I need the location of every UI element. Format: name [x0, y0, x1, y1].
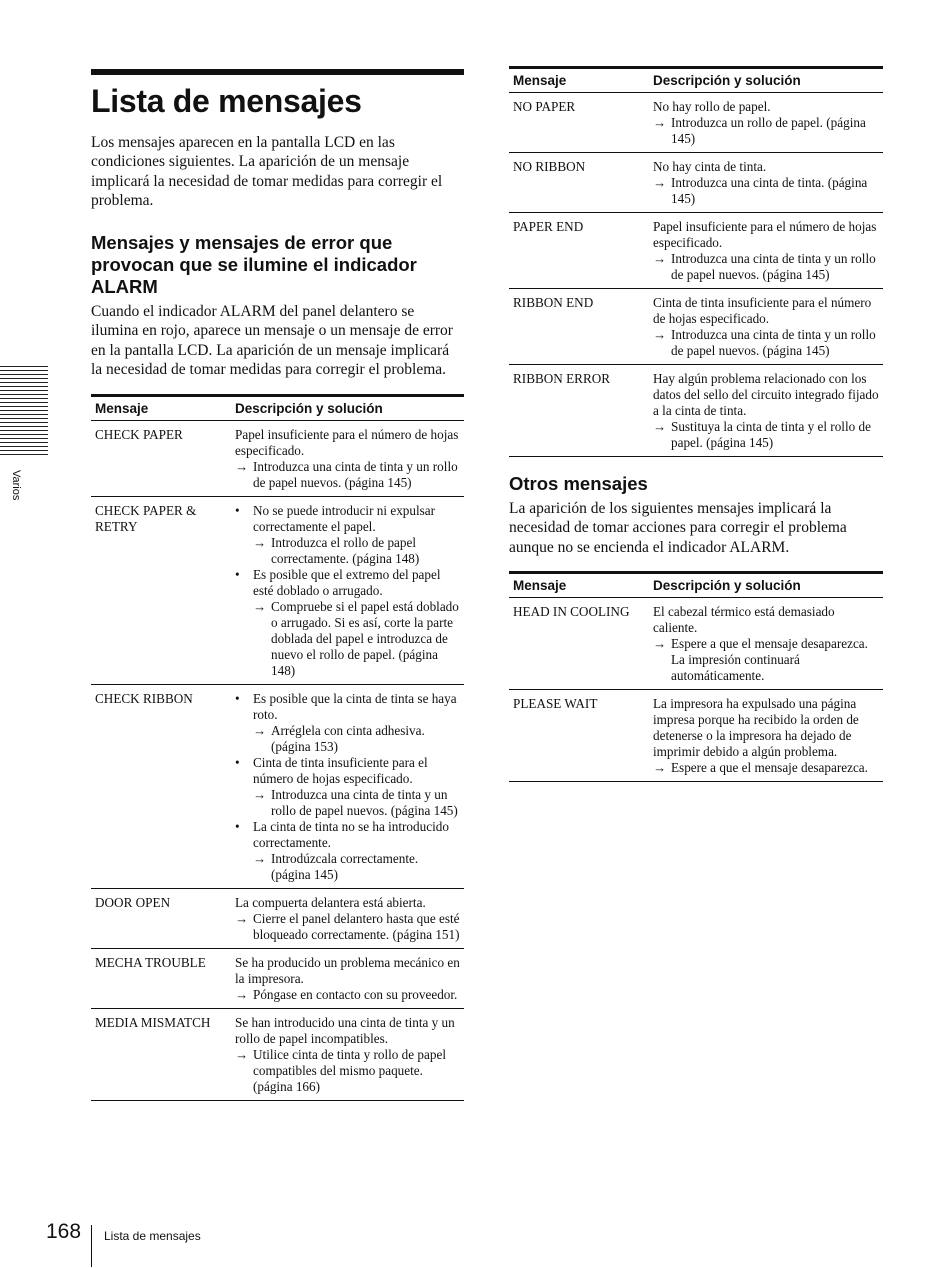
bullet-item [235, 691, 460, 755]
bullet-item [235, 503, 460, 567]
message-cell: DOOR OPEN [91, 889, 231, 949]
side-tab-stripes [0, 366, 48, 458]
message-cell: NO RIBBON [509, 153, 649, 213]
message-cell: CHECK RIBBON [91, 685, 231, 889]
arrow-icon: → [653, 175, 667, 190]
solution-text: Compruebe si el papel está doblado o arrugado. Si es así, corte la parte doblada del papel e introduzca de nuevo el rollo de papel. (página 148) [271, 599, 459, 679]
table-header-message: Mensaje [509, 572, 649, 597]
message-cell: MEDIA MISMATCH [91, 1009, 231, 1101]
alarm-messages-table [91, 394, 464, 1101]
description-cell [231, 1009, 464, 1101]
description-text: El cabezal térmico está demasiado caliente. [653, 603, 835, 635]
description-text: La impresora ha expulsado una página impresa porque ha recibido la orden de detenerse o la impresora ha dejado de imprimir debido a algún problema. [653, 695, 859, 759]
solution-text: Introduzca el rollo de papel correctamente. (página 148) [271, 535, 420, 567]
bullet-icon: • [235, 503, 240, 519]
message-cell: PLEASE WAIT [509, 689, 649, 781]
arrow-icon: → [235, 1047, 249, 1063]
arrow-icon: → [253, 535, 267, 551]
section1-paragraph: Cuando el indicador ALARM del panel delantero se ilumina en rojo, aparece un mensaje o un mensaje de error en la pantalla LCD. La aparición de un mensaje implicará la necesidad de tomar medidas para corregir el problema. [91, 303, 453, 379]
message-cell: PAPER END [509, 213, 649, 289]
table-row [509, 597, 883, 689]
description-cell [649, 365, 883, 457]
footer-section-title: Lista de mensajes [104, 1229, 201, 1243]
arrow-icon: → [653, 251, 667, 266]
table-row [509, 289, 883, 365]
arrow-icon: → [653, 115, 667, 130]
bullet-icon: • [235, 567, 240, 583]
section2-paragraph: La aparición de los siguientes mensajes implicará la necesidad de tomar acciones para corregir el problema aunque no se encienda el indicador ALARM. [509, 500, 847, 556]
solution-line [253, 787, 460, 819]
arrow-icon: → [653, 635, 667, 651]
table-row [509, 689, 883, 781]
table-row [509, 213, 883, 289]
arrow-icon: → [235, 987, 249, 1003]
solution-line [653, 419, 879, 451]
description-cell [231, 949, 464, 1009]
bullet-text: Es posible que la cinta de tinta se haya roto. [253, 691, 457, 723]
solution-line [653, 327, 879, 359]
bullet-icon: • [235, 755, 240, 771]
arrow-icon: → [253, 787, 267, 803]
solution-line [253, 723, 460, 755]
page-number: 168 [46, 1220, 82, 1243]
description-text: Se ha producido un problema mecánico en la impresora. [235, 955, 460, 987]
solution-line [653, 115, 879, 147]
description-text: Hay algún problema relacionado con los datos del sello del circuito integrado fijado a la cinta de tinta. [653, 371, 879, 418]
arrow-icon: → [253, 851, 267, 867]
table-row [91, 949, 464, 1009]
message-cell: CHECK PAPER [91, 421, 231, 497]
left-column [91, 69, 464, 1101]
table-row [91, 685, 464, 889]
solution-line [653, 251, 879, 283]
right-column [509, 66, 883, 782]
solution-text: Espere a que el mensaje desaparezca. [671, 759, 868, 775]
description-text: No hay rollo de papel. [653, 99, 771, 114]
table-body [91, 421, 464, 1101]
table-row [91, 1009, 464, 1101]
description-text: Papel insuficiente para el número de hojas especificado. [653, 219, 877, 250]
bullet-text: Es posible que el extremo del papel esté doblado o arrugado. [253, 567, 441, 599]
message-cell: CHECK PAPER & RETRY [91, 497, 231, 685]
table-header-message: Mensaje [509, 68, 649, 93]
table-row [509, 365, 883, 457]
solution-text: Introduzca una cinta de tinta y un rollo de papel nuevos. (página 145) [671, 327, 876, 358]
description-text: Se han introducido una cinta de tinta y un rollo de papel incompatibles. [235, 1015, 455, 1047]
arrow-icon: → [653, 419, 667, 434]
other-messages-table [509, 571, 883, 782]
table-body [509, 597, 883, 781]
bullet-item [235, 819, 460, 883]
solution-text: Introduzca una cinta de tinta. (página 145) [671, 175, 868, 206]
table-header-description: Descripción y solución [231, 396, 464, 421]
bullet-item [235, 567, 460, 679]
title-rule [91, 69, 464, 75]
solution-line [235, 987, 460, 1003]
description-cell [649, 93, 883, 153]
table-header-message: Mensaje [91, 396, 231, 421]
description-cell [649, 689, 883, 781]
description-cell [231, 889, 464, 949]
bullet-text: Cinta de tinta insuficiente para el número de hojas especificado. [253, 755, 428, 787]
table-row [509, 93, 883, 153]
description-cell [231, 497, 464, 685]
description-cell [649, 289, 883, 365]
footer-divider [91, 1225, 92, 1267]
solution-text: Introduzca una cinta de tinta y un rollo de papel nuevos. (página 145) [271, 787, 458, 819]
message-cell: RIBBON END [509, 289, 649, 365]
message-cell: RIBBON ERROR [509, 365, 649, 457]
bullet-item [235, 755, 460, 819]
table-row [91, 421, 464, 497]
solution-text: Póngase en contacto con su proveedor. [253, 987, 458, 1003]
solution-text: Introduzca una cinta de tinta y un rollo de papel nuevos. (página 145) [671, 251, 876, 282]
solution-line [653, 175, 879, 207]
description-cell [649, 213, 883, 289]
description-text: Papel insuficiente para el número de hojas especificado. [235, 427, 459, 459]
arrow-icon: → [653, 327, 667, 342]
side-tab-label: Varios [10, 470, 22, 501]
solution-line [235, 459, 460, 491]
solution-line [235, 1047, 460, 1095]
bullet-icon: • [235, 691, 240, 707]
message-cell: NO PAPER [509, 93, 649, 153]
table-row [91, 497, 464, 685]
arrow-icon: → [253, 723, 267, 739]
solution-line [253, 851, 460, 883]
arrow-icon: → [235, 459, 249, 475]
solution-text: Sustituya la cinta de tinta y el rollo de papel. (página 145) [671, 419, 871, 450]
bullet-text: No se puede introducir ni expulsar correctamente el papel. [253, 503, 436, 535]
solution-text: Introduzca una cinta de tinta y un rollo de papel nuevos. (página 145) [253, 459, 458, 491]
description-text: Cinta de tinta insuficiente para el número de hojas especificado. [653, 295, 872, 326]
solution-text: Cierre el panel delantero hasta que esté bloqueado correctamente. (página 151) [253, 911, 460, 943]
section2-heading: Otros mensajes [509, 473, 648, 494]
description-cell [231, 685, 464, 889]
page-title: Lista de mensajes [91, 83, 362, 119]
intro-paragraph: Los mensajes aparecen en la pantalla LCD en las condiciones siguientes. La aparición de un mensaje implicará la necesidad de tomar medidas para corregir el problema. [91, 134, 443, 209]
solution-line [253, 599, 460, 679]
table-row [509, 153, 883, 213]
description-cell [649, 153, 883, 213]
message-cell: HEAD IN COOLING [509, 597, 649, 689]
solution-text: Introdúzcala correctamente. (página 145) [271, 851, 419, 883]
section1-heading: Mensajes y mensajes de error que provocan que se ilumine el indicador ALARM [91, 232, 417, 298]
bullet-icon: • [235, 819, 240, 835]
solution-line [235, 911, 460, 943]
solution-line [653, 636, 879, 684]
solution-text: Espere a que el mensaje desaparezca. La impresión continuará automáticamente. [671, 635, 868, 683]
alarm-messages-table-continued [509, 66, 883, 457]
message-cell: MECHA TROUBLE [91, 949, 231, 1009]
arrow-icon: → [253, 599, 267, 615]
table-row [91, 889, 464, 949]
solution-text: Utilice cinta de tinta y rollo de papel compatibles del mismo paquete. (página 166) [253, 1047, 446, 1095]
description-cell [649, 597, 883, 689]
description-cell [231, 421, 464, 497]
table-body [509, 93, 883, 457]
solution-text: Introduzca un rollo de papel. (página 145) [671, 115, 866, 146]
arrow-icon: → [235, 911, 249, 927]
description-text: No hay cinta de tinta. [653, 159, 767, 174]
table-header-description: Descripción y solución [649, 572, 883, 597]
description-text: La compuerta delantera está abierta. [235, 895, 426, 911]
solution-line [653, 760, 879, 776]
solution-text: Arréglela con cinta adhesiva. (página 153) [271, 723, 425, 755]
arrow-icon: → [653, 759, 667, 775]
solution-line [253, 535, 460, 567]
table-header-description: Descripción y solución [649, 68, 883, 93]
bullet-text: La cinta de tinta no se ha introducido correctamente. [253, 819, 449, 851]
